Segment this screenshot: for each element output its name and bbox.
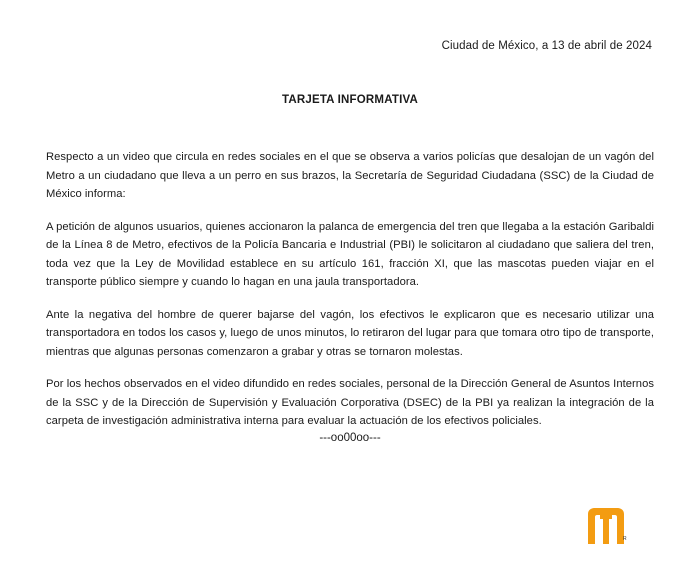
paragraph-investigation: Por los hechos observados en el video difundido en redes sociales, personal de la Dirección General de Asuntos Internos de la SSC y de la Dirección de Supervisión y Evaluación Corporativa (DSEC) de la PBI ya realizan la integración de la carpeta de investigación administrativa interna para evaluar la actuación de los efectivos policiales. [46,378,654,427]
date-line: Ciudad de México, a 13 de abril de 2024 [441,40,652,52]
document-title: TARJETA INFORMATIVA [281,94,419,106]
paragraph-intro: Respecto a un video que circula en redes sociales en el que se observa a varios policías que desalojan de un vagón del Metro a un ciudadano que lleva a un perro en sus brazos, la Secretaría de Seguridad Ciudadana (SSC) de la Ciudad de México informa: [46,151,654,200]
paragraph-removal: Ante la negativa del hombre de querer bajarse del vagón, los efectivos le explicaron que es necesario utilizar una transportadora en todos los casos y, luego de unos minutos, lo retiraron del lugar para que tomara otro tipo de transporte, mientras que algunas personas comenzaron a grabar y otras se tornaron molestas. [46,308,654,358]
document-body [46,148,654,445]
registered-mark: R [623,536,627,542]
closing-mark: ---oo00oo--- [319,432,381,444]
paragraph-incident: A petición de algunos usuarios, quienes accionaron la palanca de emergencia del tren que llegaba a la estación Garibaldi de la Línea 8 de Metro, efectivos de la Policía Bancaria e Industrial (PBI) le solicitaron al ciudadano que saliera del tren, toda vez que la Ley de Movilidad establece en su artículo 161, fracción XI, que las mascotas pueden viajar en el transporte público siempre y cuando lo hagan en una jaula transportadora. [46,220,654,288]
metro-logo-icon [586,506,626,546]
